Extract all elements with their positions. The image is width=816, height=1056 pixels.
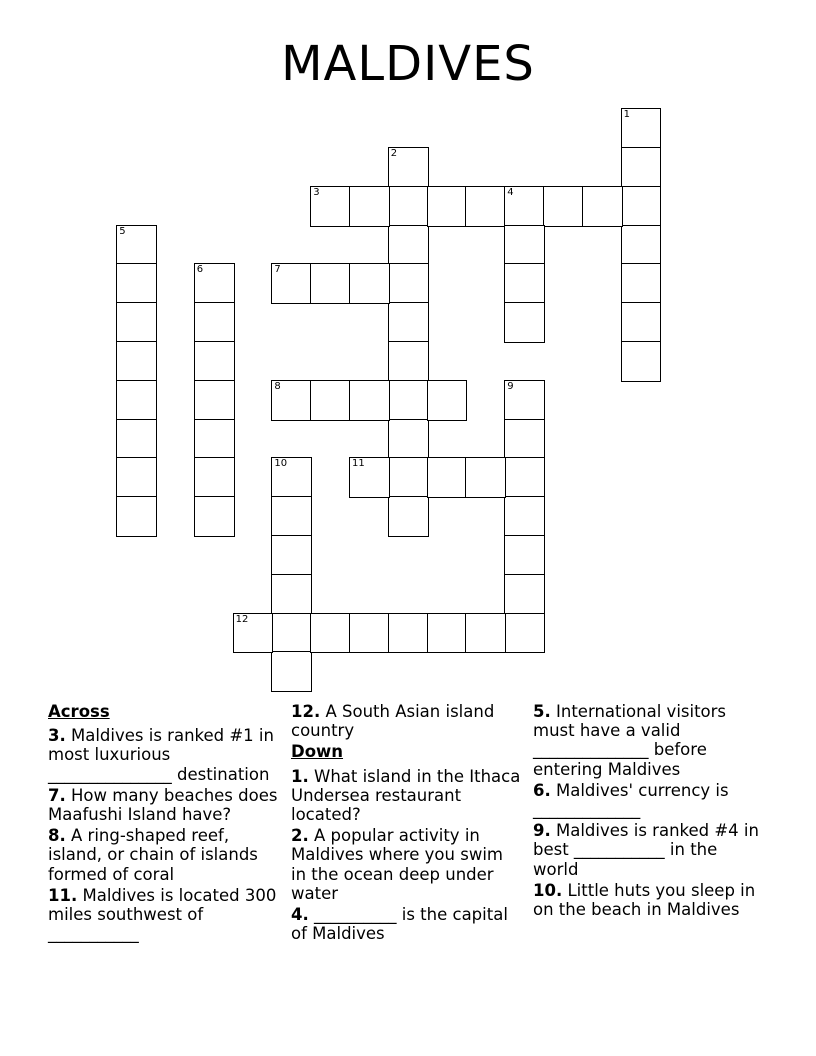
grid-cell[interactable] [271,457,312,498]
grid-cell[interactable] [349,457,390,498]
grid-cell[interactable] [388,457,429,498]
grid-cell[interactable] [271,651,312,692]
grid-cell[interactable] [427,186,468,227]
grid-cell[interactable] [194,419,235,460]
grid-cell[interactable] [310,186,351,227]
cell-number: 12 [235,613,249,625]
grid-cell[interactable] [194,457,235,498]
grid-cell[interactable] [504,380,545,421]
grid-cell[interactable] [116,457,157,498]
grid-cell[interactable] [388,263,429,304]
clue-down-6: 6. Maldives' currency is _____________ [533,780,729,820]
grid-cell[interactable] [310,613,351,654]
grid-cell[interactable] [582,186,623,227]
grid-cell[interactable] [116,263,157,304]
grid-cell[interactable] [621,225,662,266]
grid-cell[interactable] [310,263,351,304]
cell-number: 10 [274,458,288,470]
grid-cell[interactable] [194,341,235,382]
clue-down-10: 10. Little huts you sleep in on the beach in Maldives [533,880,756,920]
cell-number: 11 [352,458,365,470]
grid-cell[interactable] [388,186,429,227]
grid-cell[interactable] [349,186,390,227]
cell-number: 8 [274,380,281,392]
grid-cell[interactable] [116,302,157,343]
grid-cell[interactable] [465,186,506,227]
clue-across-7: 7. How many beaches does Maafushi Island have? [48,785,278,825]
grid-cell[interactable] [465,457,506,498]
grid-cell[interactable] [504,574,545,615]
grid-cell[interactable] [504,263,545,304]
grid-cell[interactable] [271,535,312,576]
grid-cell[interactable] [116,341,157,382]
grid-cell[interactable] [621,302,662,343]
cell-number: 7 [274,264,281,276]
grid-cell[interactable] [427,457,468,498]
grid-cell[interactable] [388,147,429,188]
grid-cell[interactable] [504,419,545,460]
cell-number: 9 [507,380,514,392]
clue-across-11: 11. Maldives is located 300 miles southwest of ___________ [48,885,277,944]
grid-cell[interactable] [504,457,545,498]
grid-cell[interactable] [349,380,390,421]
clue-down-4: 4. __________ is the capital of Maldives [291,905,508,944]
grid-cell[interactable] [504,186,545,227]
grid-cell[interactable] [504,613,545,654]
grid-cell[interactable] [271,574,312,615]
grid-cell[interactable] [388,380,429,421]
grid-cell[interactable] [116,496,157,537]
clue-down-5: 5. International visitors must have a valid ______________ before entering Maldives [533,702,727,779]
cell-number: 4 [507,186,514,198]
grid-cell[interactable] [427,613,468,654]
grid-cell[interactable] [621,147,662,188]
grid-cell[interactable] [621,341,662,382]
grid-cell[interactable] [271,613,312,654]
grid-cell[interactable] [427,380,468,421]
cell-number: 3 [313,186,320,198]
clues-column-2 [291,702,523,945]
grid-cell[interactable] [388,496,429,537]
grid-cell[interactable] [388,302,429,343]
grid-cell[interactable] [349,263,390,304]
clue-across-3: 3. Maldives is ranked #1 in most luxurious _______________ destination [48,726,274,784]
grid-cell[interactable] [194,380,235,421]
grid-cell[interactable] [543,186,584,227]
grid-cell[interactable] [465,613,506,654]
cell-number: 2 [390,148,398,159]
grid-cell[interactable] [621,108,662,149]
puzzle-title: MALDIVES [281,36,535,92]
grid-cell[interactable] [194,496,235,537]
clue-down-2: 2. A popular activity in Maldives where you swim in the ocean deep under water [291,826,503,903]
clue-down-9: 9. Maldives is ranked #4 in best ___________ in the world [533,821,759,879]
grid-cell[interactable] [504,535,545,576]
clues-column-3 [533,702,765,921]
clue-down-1: 1. What island in the Ithaca Undersea restaurant located? [291,766,521,825]
grid-cell[interactable] [233,613,274,654]
cell-number: 6 [196,264,204,276]
grid-cell[interactable] [388,613,429,654]
clue-across-8: 8. A ring-shaped reef, island, or chain of islands formed of coral [48,826,258,884]
grid-cell[interactable] [194,263,235,304]
down-heading: Down [291,742,344,762]
grid-cell[interactable] [388,341,429,382]
grid-cell[interactable] [116,225,157,266]
clues-column-1 [48,702,283,945]
grid-cell[interactable] [271,380,312,421]
across-heading: Across [48,702,110,721]
grid-cell[interactable] [310,380,351,421]
grid-cell[interactable] [388,419,429,460]
grid-cell[interactable] [504,302,545,343]
grid-cell[interactable] [621,263,662,304]
grid-cell[interactable] [504,225,545,266]
grid-cell[interactable] [349,613,390,654]
grid-cell[interactable] [271,496,312,537]
cell-number: 1 [623,109,630,121]
grid-cell[interactable] [116,419,157,460]
clue-across-12: 12. A South Asian island country [291,702,495,741]
grid-cell[interactable] [388,225,429,266]
cell-number: 5 [119,225,126,237]
grid-cell[interactable] [116,380,157,421]
grid-cell[interactable] [271,263,312,304]
grid-cell[interactable] [504,496,545,537]
grid-cell[interactable] [194,302,235,343]
grid-cell[interactable] [621,186,662,227]
